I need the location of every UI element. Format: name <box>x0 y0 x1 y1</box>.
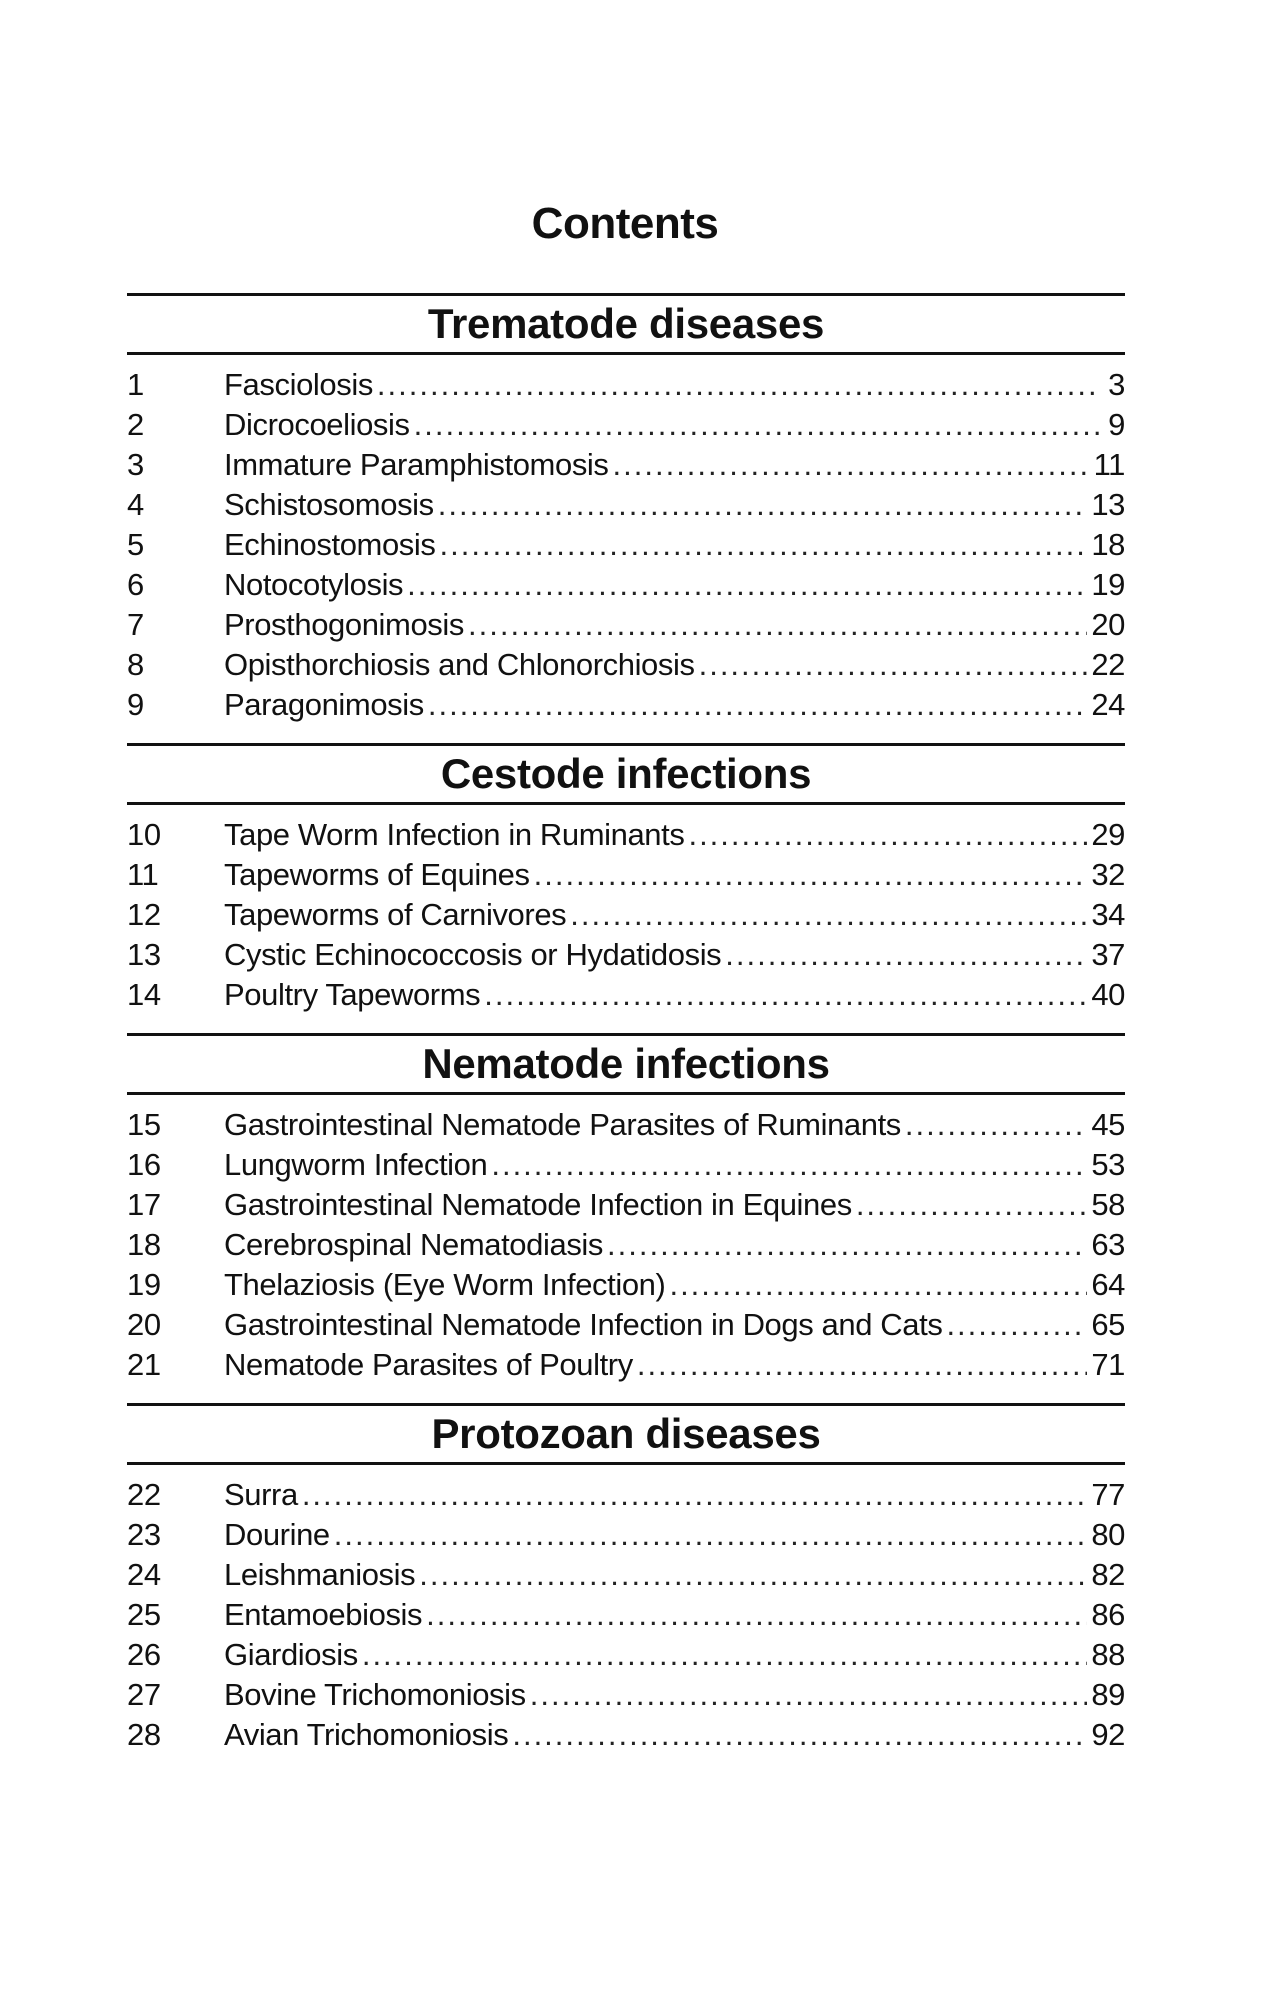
page-number: 18 <box>1091 527 1125 562</box>
toc-entry[interactable] <box>127 1475 1125 1515</box>
dot-leader <box>530 1675 1088 1715</box>
page-number: 24 <box>1091 687 1125 722</box>
chapter-number: 26 <box>127 1637 161 1672</box>
dot-leader <box>438 485 1088 525</box>
chapter-title: Opisthorchiosis and Chlonorchiosis <box>224 647 695 682</box>
chapter-title: Gastrointestinal Nematode Infection in Dogs and Cats <box>224 1307 943 1342</box>
dot-leader <box>946 1305 1087 1345</box>
section-heading: Protozoan diseases <box>127 1403 1125 1465</box>
toc-section <box>127 1033 1125 1385</box>
chapter-number: 3 <box>127 447 144 482</box>
toc-entry[interactable] <box>127 1595 1125 1635</box>
chapter-title: Dicrocoeliosis <box>224 407 410 442</box>
chapter-title: Tape Worm Infection in Ruminants <box>224 817 685 852</box>
chapter-number: 18 <box>127 1227 161 1262</box>
chapter-title: Lungworm Infection <box>224 1147 488 1182</box>
page-number: 64 <box>1091 1267 1125 1302</box>
chapter-number: 22 <box>127 1477 161 1512</box>
dot-leader <box>468 605 1087 645</box>
chapter-title: Avian Trichomoniosis <box>224 1717 509 1752</box>
chapter-title: Leishmaniosis <box>224 1557 416 1592</box>
toc-section <box>127 293 1125 725</box>
dot-leader <box>534 855 1088 895</box>
dot-leader <box>484 975 1087 1015</box>
page-number: 65 <box>1091 1307 1125 1342</box>
chapter-title: Gastrointestinal Nematode Infection in Equines <box>224 1187 852 1222</box>
chapter-number: 4 <box>127 487 144 522</box>
chapter-number: 10 <box>127 817 161 852</box>
chapter-title: Entamoebiosis <box>224 1597 423 1632</box>
dot-leader <box>414 405 1101 445</box>
chapter-title: Dourine <box>224 1517 330 1552</box>
dot-leader <box>302 1475 1088 1515</box>
toc-entry[interactable] <box>127 1715 1125 1755</box>
page-number: 3 <box>1108 367 1125 402</box>
chapter-number: 24 <box>127 1557 161 1592</box>
chapter-title: Tapeworms of Carnivores <box>224 897 567 932</box>
toc-entry[interactable] <box>127 405 1125 445</box>
toc-section <box>127 1403 1125 1755</box>
page-number: 88 <box>1091 1637 1125 1672</box>
chapter-number: 21 <box>127 1347 161 1382</box>
chapter-title: Immature Paramphistomosis <box>224 447 609 482</box>
dot-leader <box>362 1635 1087 1675</box>
chapter-title: Notocotylosis <box>224 567 404 602</box>
toc-entry[interactable] <box>127 365 1125 405</box>
chapter-title: Fasciolosis <box>224 367 373 402</box>
chapter-title: Gastrointestinal Nematode Parasites of Ruminants <box>224 1107 901 1142</box>
toc-entry[interactable] <box>127 445 1125 485</box>
toc-entry[interactable] <box>127 645 1125 685</box>
chapter-number: 12 <box>127 897 161 932</box>
chapter-number: 9 <box>127 687 144 722</box>
chapter-number: 1 <box>127 367 144 402</box>
page-number: 86 <box>1091 1597 1125 1632</box>
chapter-title: Cystic Echinococcosis or Hydatidosis <box>224 937 722 972</box>
page-number: 32 <box>1091 857 1125 892</box>
chapter-number: 28 <box>127 1717 161 1752</box>
dot-leader <box>377 365 1101 405</box>
toc-entry[interactable] <box>127 1225 1125 1265</box>
chapter-title: Schistosomosis <box>224 487 434 522</box>
toc-entry[interactable] <box>127 935 1125 975</box>
page-number: 13 <box>1091 487 1125 522</box>
dot-leader <box>688 815 1087 855</box>
chapter-title: Nematode Parasites of Poultry <box>224 1347 633 1382</box>
entry-list <box>127 1105 1125 1385</box>
chapter-title: Prosthogonimosis <box>224 607 464 642</box>
toc-entry[interactable] <box>127 1105 1125 1145</box>
chapter-number: 14 <box>127 977 161 1012</box>
chapter-title: Thelaziosis (Eye Worm Infection) <box>224 1267 666 1302</box>
toc-entry[interactable] <box>127 485 1125 525</box>
chapter-number: 6 <box>127 567 144 602</box>
chapter-number: 7 <box>127 607 144 642</box>
toc-entry[interactable] <box>127 1185 1125 1225</box>
page-number: 22 <box>1091 647 1125 682</box>
toc-entry[interactable] <box>127 1305 1125 1345</box>
dot-leader <box>570 895 1087 935</box>
chapter-number: 19 <box>127 1267 161 1302</box>
page-number: 45 <box>1091 1107 1125 1142</box>
page-number: 82 <box>1091 1557 1125 1592</box>
dot-leader <box>512 1715 1087 1755</box>
page-number: 63 <box>1091 1227 1125 1262</box>
page-number: 34 <box>1091 897 1125 932</box>
table-of-contents <box>127 293 1125 1755</box>
chapter-number: 15 <box>127 1107 161 1142</box>
chapter-title: Echinostomosis <box>224 527 436 562</box>
toc-entry[interactable] <box>127 565 1125 605</box>
chapter-number: 23 <box>127 1517 161 1552</box>
dot-leader <box>613 445 1090 485</box>
page-number: 71 <box>1091 1347 1125 1382</box>
dot-leader <box>491 1145 1087 1185</box>
toc-entry[interactable] <box>127 975 1125 1015</box>
section-heading: Cestode infections <box>127 743 1125 805</box>
dot-leader <box>699 645 1088 685</box>
chapter-number: 27 <box>127 1677 161 1712</box>
dot-leader <box>856 1185 1088 1225</box>
chapter-number: 13 <box>127 937 161 972</box>
toc-entry[interactable] <box>127 895 1125 935</box>
toc-entry[interactable] <box>127 855 1125 895</box>
toc-entry[interactable] <box>127 1675 1125 1715</box>
page-number: 77 <box>1091 1477 1125 1512</box>
entry-list <box>127 1475 1125 1755</box>
chapter-title: Tapeworms of Equines <box>224 857 530 892</box>
page-number: 92 <box>1091 1717 1125 1752</box>
dot-leader <box>440 525 1088 565</box>
chapter-number: 20 <box>127 1307 161 1342</box>
toc-entry[interactable] <box>127 685 1125 725</box>
section-heading: Nematode infections <box>127 1033 1125 1095</box>
toc-entry[interactable] <box>127 1345 1125 1385</box>
chapter-number: 2 <box>127 407 144 442</box>
dot-leader <box>905 1105 1087 1145</box>
chapter-number: 17 <box>127 1187 161 1222</box>
page-number: 58 <box>1091 1187 1125 1222</box>
page-number: 29 <box>1091 817 1125 852</box>
section-heading: Trematode diseases <box>127 293 1125 355</box>
page-number: 20 <box>1091 607 1125 642</box>
chapter-title: Cerebrospinal Nematodiasis <box>224 1227 604 1262</box>
dot-leader <box>637 1345 1087 1385</box>
toc-entry[interactable] <box>127 1265 1125 1305</box>
page-number: 89 <box>1091 1677 1125 1712</box>
page-number: 40 <box>1091 977 1125 1012</box>
toc-entry[interactable] <box>127 1145 1125 1185</box>
toc-entry[interactable] <box>127 1515 1125 1555</box>
dot-leader <box>426 1595 1087 1635</box>
dot-leader <box>428 685 1087 725</box>
toc-entry[interactable] <box>127 1555 1125 1595</box>
dot-leader <box>725 935 1087 975</box>
dot-leader <box>607 1225 1087 1265</box>
entry-list <box>127 365 1125 725</box>
entry-list <box>127 815 1125 1015</box>
chapter-title: Paragonimosis <box>224 687 424 722</box>
chapter-title: Surra <box>224 1477 298 1512</box>
chapter-title: Poultry Tapeworms <box>224 977 481 1012</box>
page-number: 9 <box>1108 407 1125 442</box>
chapter-number: 5 <box>127 527 144 562</box>
dot-leader <box>334 1515 1088 1555</box>
dot-leader <box>669 1265 1087 1305</box>
toc-entry[interactable] <box>127 1635 1125 1675</box>
dot-leader <box>407 565 1087 605</box>
chapter-number: 8 <box>127 647 144 682</box>
toc-entry[interactable] <box>127 605 1125 645</box>
page-title: Contents <box>531 199 719 248</box>
toc-entry[interactable] <box>127 815 1125 855</box>
chapter-title: Giardiosis <box>224 1637 358 1672</box>
toc-entry[interactable] <box>127 525 1125 565</box>
page-number: 19 <box>1091 567 1125 602</box>
chapter-title: Bovine Trichomoniosis <box>224 1677 526 1712</box>
chapter-number: 16 <box>127 1147 161 1182</box>
page-number: 80 <box>1091 1517 1125 1552</box>
dot-leader <box>419 1555 1087 1595</box>
page-number: 11 <box>1093 447 1125 482</box>
page-number: 37 <box>1091 937 1125 972</box>
chapter-number: 25 <box>127 1597 161 1632</box>
toc-section <box>127 743 1125 1015</box>
page-number: 53 <box>1091 1147 1125 1182</box>
chapter-number: 11 <box>127 857 159 892</box>
